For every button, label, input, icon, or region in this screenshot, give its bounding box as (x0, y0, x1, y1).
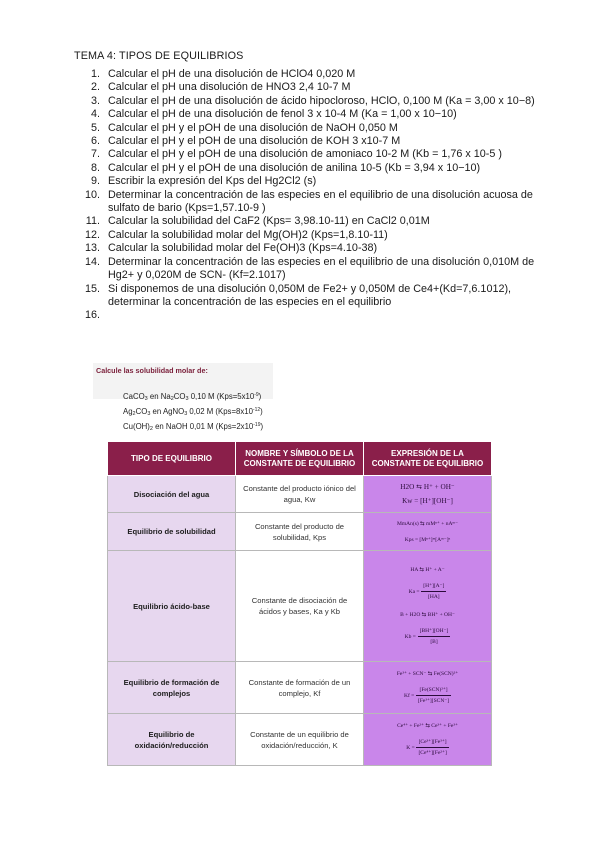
table-row (108, 513, 492, 551)
item-text: Calcular el pH de una disolución de HClO4 0,020 M (108, 68, 356, 80)
item-text: Calcular la solubilidad del CaF2 (Kps= 3,98.10-11) en CaCl2 0,01M (108, 215, 430, 228)
list-item (70, 215, 540, 228)
list-item (70, 189, 540, 216)
item-number: 5. (90, 121, 100, 134)
cell-expression: Ce⁴⁺ + Fe²⁺ ⇆ Ce³⁺ + Fe³⁺ K = $\frac{\text{[Ce³⁺][Fe³⁺]}}{\text{[Ce⁴⁺][Fe²⁺]}}$ (364, 714, 492, 766)
item-number: 12. (84, 228, 100, 241)
header-name: NOMBRE Y SÍMBOLO DE LA CONSTANTE DE EQUILIBRIO (236, 442, 364, 476)
item-number: 4. (90, 108, 100, 121)
cell-type: Disociación del agua (108, 476, 236, 513)
header-expression: EXPRESIÓN DE LA CONSTANTE DE EQUILIBRIO (364, 442, 492, 476)
list-item (70, 122, 540, 135)
item-text: Calcular el pH una disolución de HNO3 2,4 10-7 M (108, 81, 351, 94)
item-text: Calcular el pH y el pOH de una disolución de KOH 3 x10-7 M (108, 135, 401, 148)
item-text: Determinar la concentración de las especies en el equilibrio de una disolución 0,010M de Hg2+ y 0,020M de SCN- (Kf=2.1017) (108, 255, 535, 282)
solubility-line-1: CaCO3 en Na2CO3 0,10 M $(Kps=5x10^{-9})$ (123, 392, 262, 402)
table-row (108, 476, 492, 513)
table-header-row (108, 442, 492, 476)
list-item (70, 95, 540, 108)
item-number: 9. (90, 175, 100, 188)
table-row (108, 714, 492, 766)
cell-name: Constante del producto iónico del agua, Kw (236, 476, 364, 513)
item-text: Escribir la expresión del Kps del Hg2Cl2 (s) (108, 175, 317, 188)
cell-name: Constante de un equilibrio de oxidación/reducción, K (236, 714, 364, 766)
solubility-line-3: Cu(OH)2 en NaOH 0,01 M $(Kps=2x10^{-19})$ (123, 422, 264, 432)
list-item (70, 162, 540, 175)
item-text: Calcular la solubilidad molar del Fe(OH)3 (Kps=4.10-38) (108, 242, 378, 255)
item-number: 1. (90, 68, 100, 80)
page-title: TEMA 4: TIPOS DE EQUILIBRIOS (74, 50, 244, 62)
cell-name: Constante del producto de solubilidad, Kps (236, 513, 364, 551)
embedded-heading: Calcule las solubilidad molar de: (96, 366, 208, 375)
item-text: Si disponemos de una disolución 0,050M de Fe2+ y 0,050M de Ce4+(Kd=7,6.1012), determinar la concentración de las especies en el equilibrio (108, 282, 512, 308)
cell-expression: MmAn(s) ⇆ mMⁿ⁺ + nAᵐ⁻ Kps = [Mⁿ⁺]ᵐ[Aᵐ⁻]ⁿ (364, 513, 492, 551)
table-row (108, 662, 492, 714)
item-number: 11. (85, 215, 100, 228)
cell-type: Equilibrio de formación de complejos (108, 662, 236, 714)
item-number: 3. (90, 94, 100, 107)
item-number: 14. (84, 255, 100, 268)
item-text: Calcular el pH de una disolución de ácido hipocloroso, HClO, 0,100 M (Ka = 3,00 x 10−8) (108, 94, 535, 107)
item-number: 7. (90, 148, 100, 161)
item-text: Calcular el pH de una disolución de fenol 3 x 10-4 M (Ka = 1,00 x 10−10) (108, 108, 457, 121)
list-item (70, 68, 540, 81)
table-row (108, 551, 492, 662)
item-number: 2. (90, 81, 100, 94)
list-item (70, 175, 540, 188)
list-item (70, 81, 540, 94)
cell-expression: H2O ⇆ H⁺ + OH⁻ Kw = [H⁺][OH⁻] (364, 476, 492, 513)
list-item (70, 148, 540, 161)
item-number: 10. (84, 188, 100, 201)
item-text: Calcular el pH y el pOH de una disolución de NaOH 0,050 M (108, 121, 398, 134)
item-number: 16. (84, 309, 100, 322)
list-item (70, 283, 540, 310)
cell-expression: Fe³⁺ + SCN⁻ ⇆ Fe(SCN)²⁺ Kf = $\frac{\text{[Fe(SCN)²⁺]}}{\text{[Fe³⁺][SCN⁻]}}$ (364, 662, 492, 714)
item-text: Calcular el pH y el pOH de una disolución de amoniaco 10-2 M (Kb = 1,76 x 10-5 ) (108, 148, 502, 161)
item-number: 6. (90, 135, 100, 148)
equilibrium-table (107, 441, 492, 766)
cell-type: Equilibrio ácido-base (108, 551, 236, 662)
header-type: TIPO DE EQUILIBRIO (108, 442, 236, 476)
problem-list (70, 68, 540, 322)
list-item (70, 229, 540, 242)
list-item (70, 242, 540, 255)
item-text: Calcular el pH y el pOH de una disolución de anilina 10-5 (Kb = 3,94 x 10−10) (108, 161, 481, 174)
item-number: 8. (90, 161, 100, 174)
item-number: 15. (84, 282, 100, 295)
item-number: 13. (84, 242, 100, 255)
item-text: Calcular la solubilidad molar del Mg(OH)2 (Kps=1,8.10-11) (108, 228, 388, 241)
cell-expression: HA ⇆ H⁺ + A⁻ Ka = $\frac{[H^+][A^-]}{[HA]}$ B + H2O ⇆ BH⁺ + OH⁻ Kb = $\frac{[BH^+][OH^-]}{[B]}$ (364, 551, 492, 662)
cell-type: Equilibrio de oxidación/reducción (108, 714, 236, 766)
list-item (70, 256, 540, 283)
item-text: Determinar la concentración de las especies en el equilibrio de una disolución acuosa de sulfato de bario (Kps=1,57.10-9 ) (108, 188, 533, 215)
embedded-image (93, 363, 495, 756)
list-item (70, 135, 540, 148)
cell-type: Equilibrio de solubilidad (108, 513, 236, 551)
list-item (70, 108, 540, 121)
cell-name: Constante de disociación de ácidos y bases, Ka y Kb (236, 551, 364, 662)
solubility-line-2: Ag2CO3 en AgNO3 0,02 M $(Kps=8x10^{-12})$ (123, 407, 263, 417)
cell-name: Constante de formación de un complejo, Kf (236, 662, 364, 714)
